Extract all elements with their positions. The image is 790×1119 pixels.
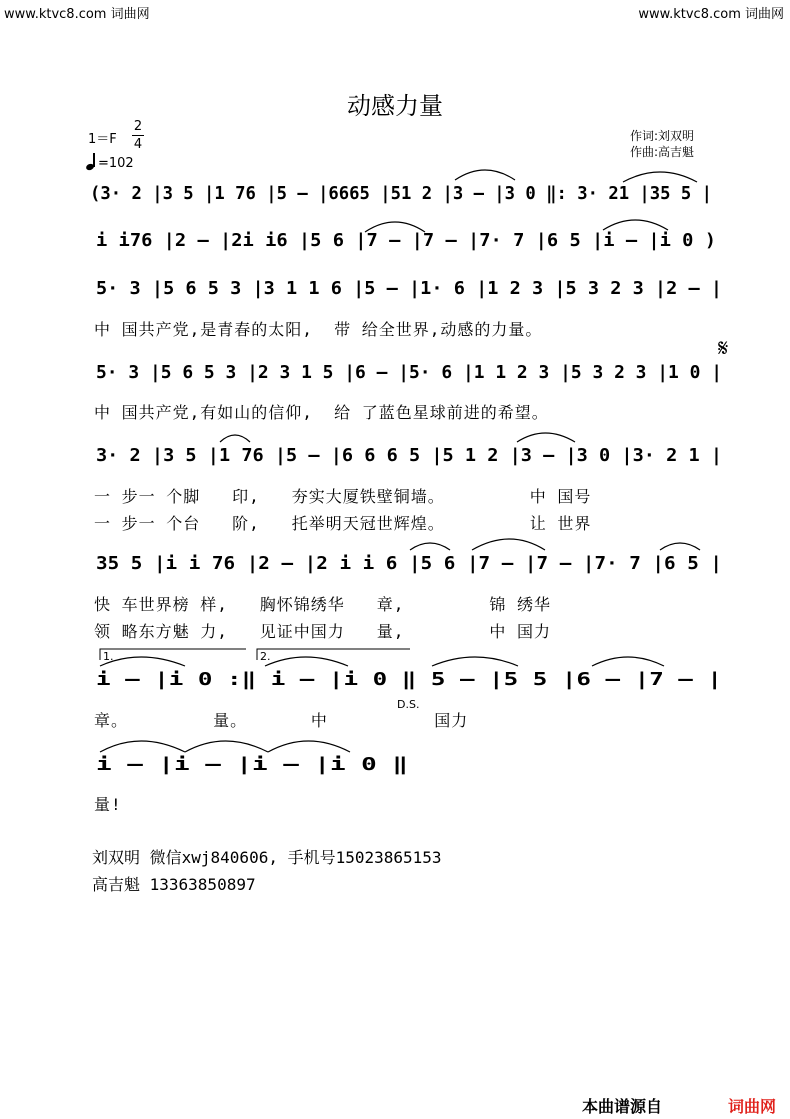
- contact-line-2: 高吉魁 13363850897: [92, 875, 256, 894]
- lyric-line-3: 中 国共产党,是青春的太阳, 带 给全世界,动感的力量。: [94, 320, 543, 339]
- score-row-8: i – |i – |i – |i 0 ‖: [96, 754, 408, 775]
- tempo-value: =102: [98, 156, 134, 171]
- slur: [265, 657, 348, 666]
- contact-line-1: 刘双明 微信xwj840606, 手机号15023865153: [92, 848, 442, 867]
- score-row-6: 35 5 |i i 76 |2 – |2 i i 6 |5 6 |7 – |7 – |7· 7 |6 5 |: [96, 553, 722, 574]
- time-sig-top: 2: [133, 119, 143, 134]
- score-row-7: i – |i 0 :‖ i – |i 0 ‖ 5 – |5 5 |6 – |7 – |: [96, 669, 722, 690]
- slur: [623, 172, 697, 182]
- watermark-left: www.ktvc8.com 词曲网: [4, 7, 150, 22]
- ds-mark: D.S.: [397, 698, 420, 711]
- lyric-line-6b: 领 略东方魅 力, 见证中国力 量, 中 国力: [94, 622, 552, 641]
- time-sig-bottom: 4: [133, 137, 143, 152]
- lyric-line-6a: 快 车世界榜 样, 胸怀锦绣华 章, 锦 绣华: [94, 595, 552, 614]
- lyric-line-4: 中 国共产党,有如山的信仰, 给 了蓝色星球前进的希望。: [94, 403, 549, 422]
- score-row-5: 3· 2 |3 5 |1 76 |5 – |6 6 6 5 |5 1 2 |3 – |3 0 |3· 2 1 |: [96, 445, 722, 466]
- slur: [432, 657, 518, 666]
- score-row-2: i i76 |2 – |2i i6 |5 6 |7 – |7 – |7· 7 |6 5 |i – |i 0 ): [96, 230, 716, 251]
- lyric-line-5a: 一 步一 个脚 印, 夯实大厦铁壁铜墙。 中 国号: [94, 487, 592, 506]
- volta-2-label: 2.: [260, 650, 271, 663]
- slur: [592, 657, 664, 666]
- score-row-3: 5· 3 |5 6 5 3 |3 1 1 6 |5 – |1· 6 |1 2 3 |5 3 2 3 |2 – |: [96, 278, 722, 299]
- footer-site-name: 词曲网: [728, 1097, 777, 1116]
- slur: [410, 543, 450, 550]
- lyric-line-5b: 一 步一 个台 阶, 托举明天冠世辉煌。 让 世界: [94, 514, 592, 533]
- composer: 作曲:高吉魁: [630, 145, 695, 159]
- slur: [455, 170, 515, 180]
- song-title: 动感力量: [347, 92, 443, 120]
- lyricist: 作词:刘双明: [630, 129, 695, 143]
- volta-brackets: [100, 649, 410, 660]
- slur: [100, 741, 185, 752]
- lyric-line-8: 量!: [94, 795, 122, 814]
- volta-1-label: 1.: [103, 650, 114, 663]
- slur: [517, 433, 575, 442]
- score-row-1: (3· 2 |3 5 |1 76 |5 – |6665 |51 2 |3 – |3 0 ‖: 3· 21 |35 5 |: [90, 183, 712, 204]
- slur: [660, 543, 700, 550]
- slur: [472, 539, 545, 550]
- slur: [603, 220, 668, 230]
- segno-icon: 𝄋: [718, 334, 729, 362]
- watermark-right: www.ktvc8.com 词曲网: [638, 7, 784, 22]
- slur: [220, 435, 250, 442]
- slur: [185, 741, 268, 752]
- volta-2-bracket: [257, 649, 410, 660]
- lyric-line-7: 章。 量。 中 国力: [94, 711, 469, 730]
- key-signature: 1＝F: [88, 132, 117, 147]
- slur: [268, 741, 350, 752]
- footer-source-label: 本曲谱源自: [582, 1097, 663, 1116]
- score-row-4: 5· 3 |5 6 5 3 |2 3 1 5 |6 – |5· 6 |1 1 2 3 |5 3 2 3 |1 0 |: [96, 362, 722, 383]
